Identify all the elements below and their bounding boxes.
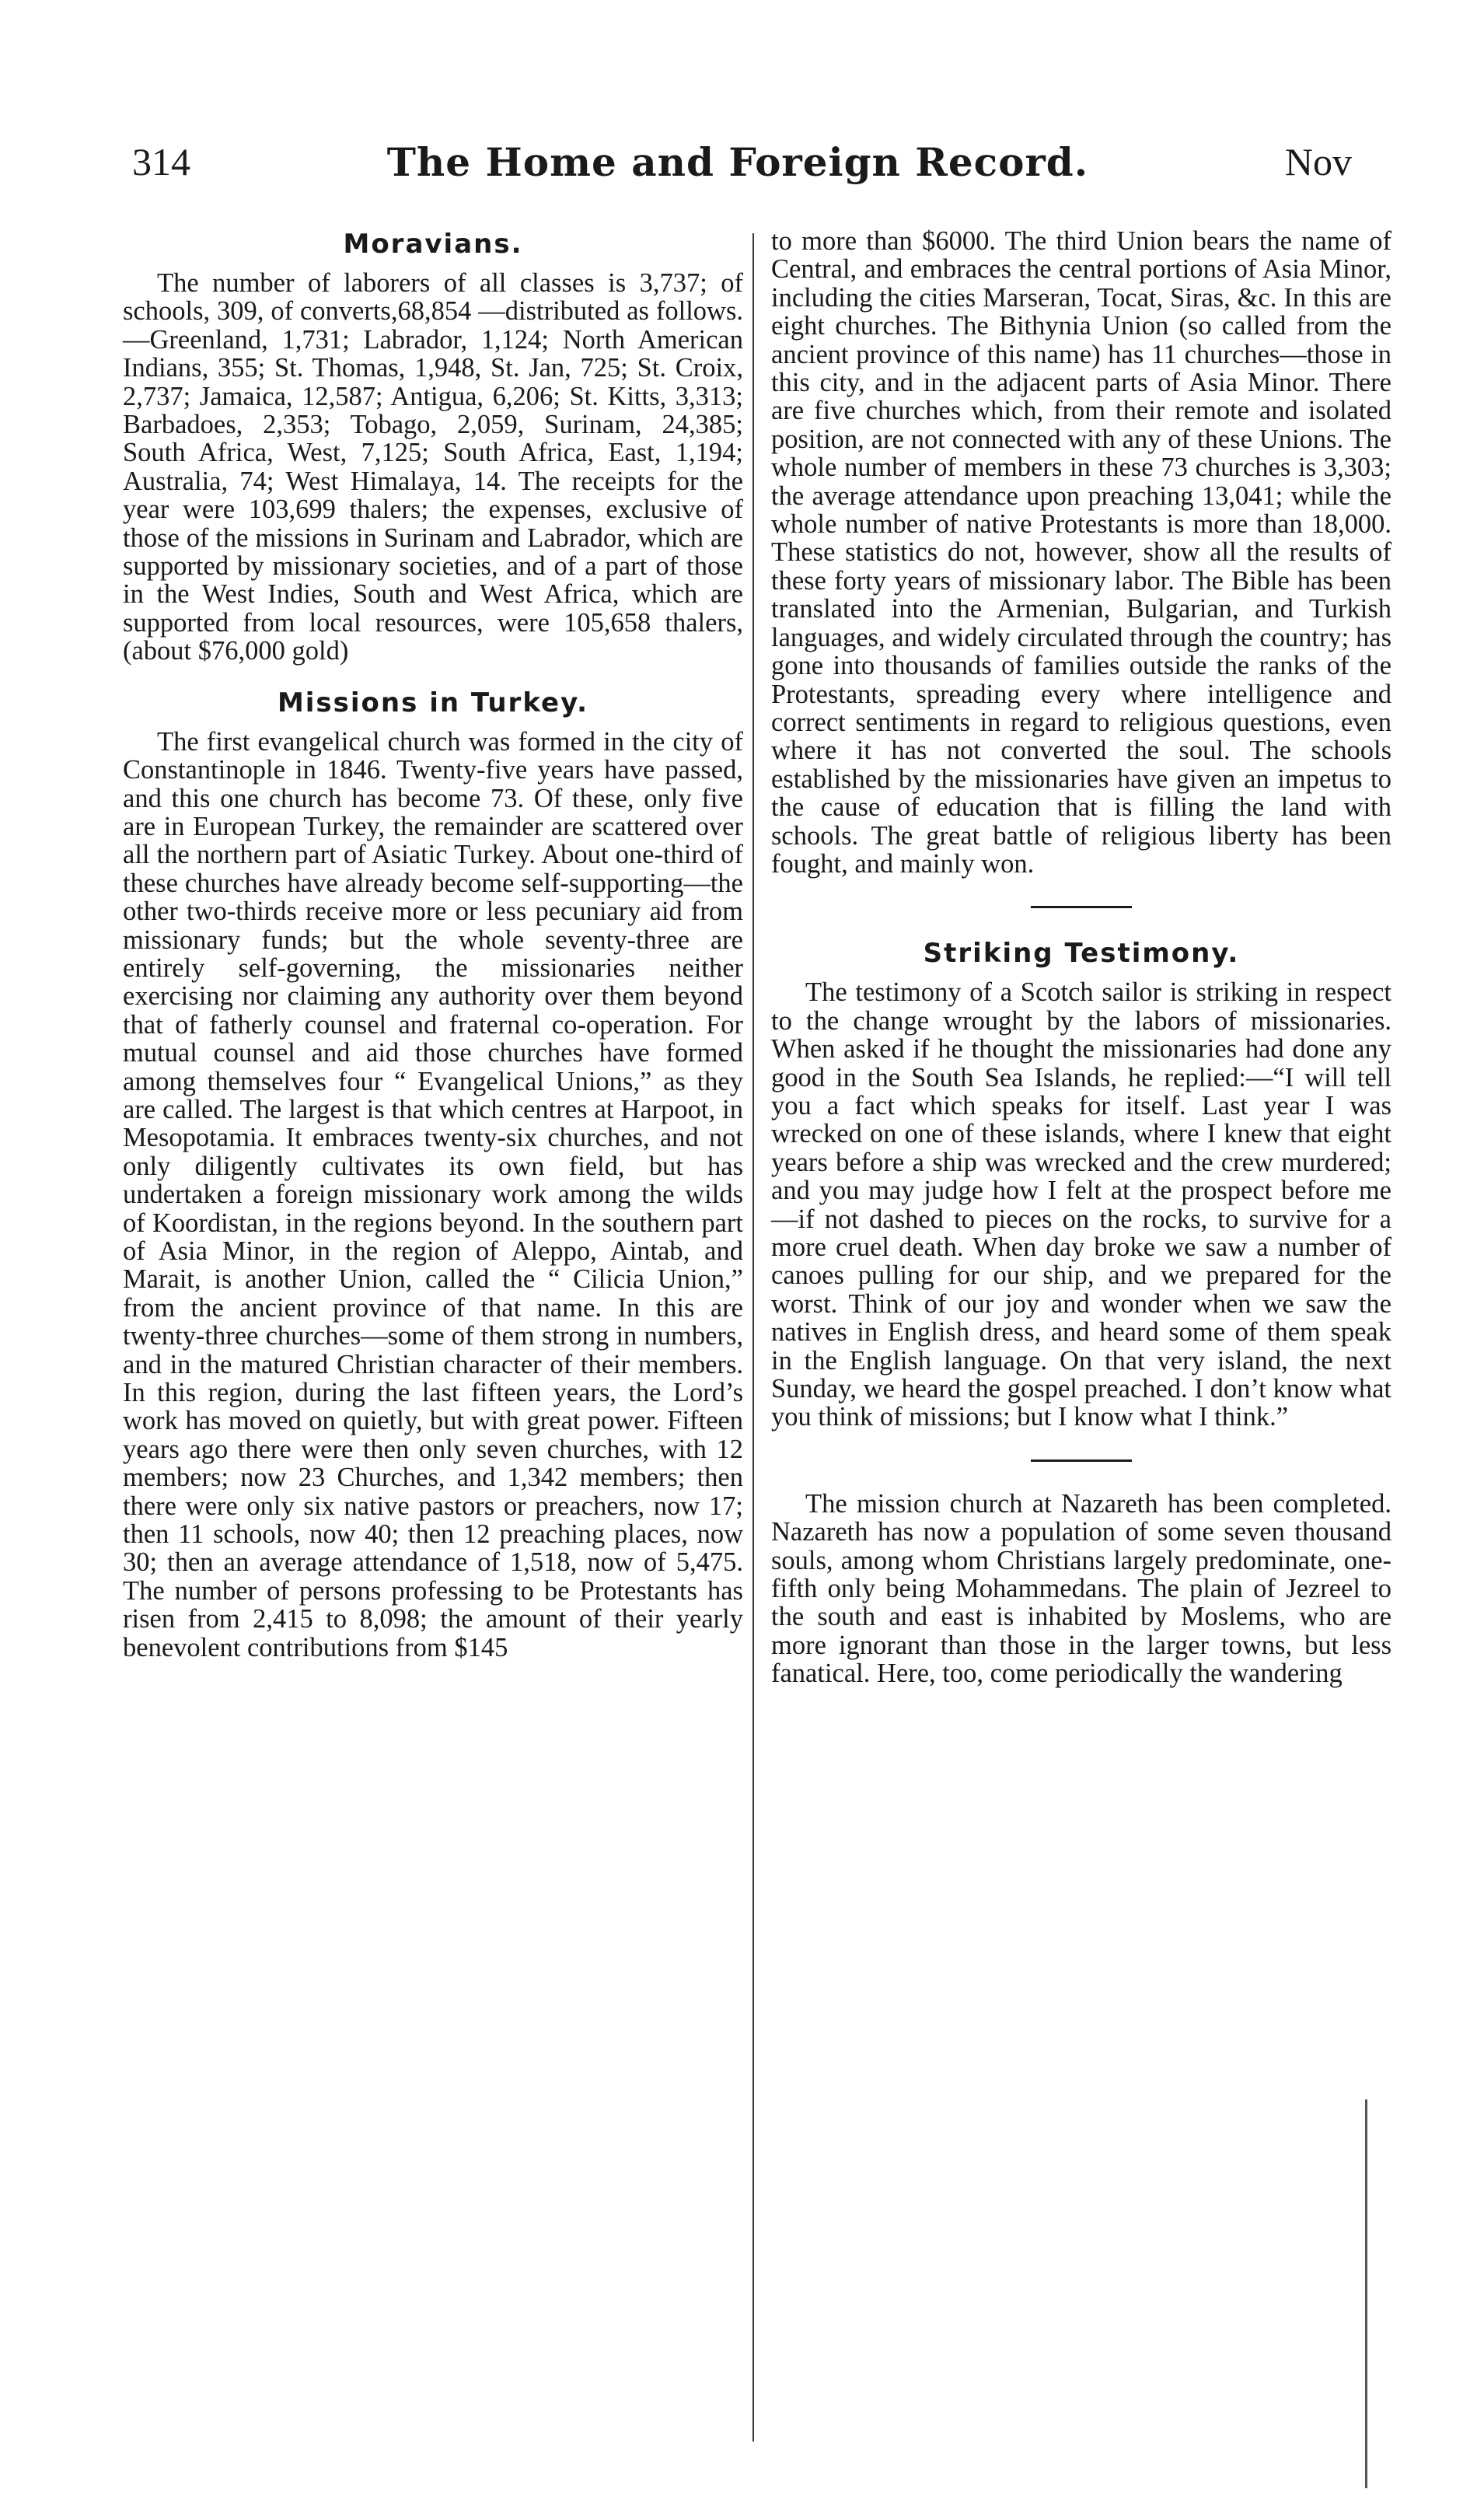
left-column [123,227,743,1662]
page-header [132,131,1352,193]
turkey-paragraph: The first evangelical church was formed in the city of Constantinople in 1846. Twenty-five years have passed, and this one church has become 73. Of these, only five are in European Turkey, the remainder are scattered over all the northern part of Asiatic Turkey. About one-third of these churches have already become self-supporting—the other two-thirds receive more or less pecuniary aid from missionary funds; but the whole seventy-three are entirely self-governing, the missionaries neither exercising nor claiming any authority over them beyond that of fatherly counsel and fraternal co-operation. For mutual counsel and aid those churches have formed among themselves four “ Evangelical Unions,” as they are called. The largest is that which centres at Harpoot, in Mesopotamia. It embraces twenty-six churches, and not only diligently cultivates its own field, but has undertaken a foreign missionary work among the wilds of Koordistan, in the regions beyond. In the southern part of Asia Minor, in the region of Aleppo, Aintab, and Marait, is another Union, called the “ Cilicia Union,” from the ancient province of that name. In this are twenty-three churches—some of them strong in numbers, and in the matured Christian character of their members. In this region, during the last fifteen years, the Lord’s work has moved on quietly, but with great power. Fifteen years ago there were then only seven churches, with 12 members; now 23 Churches, and 1,342 members; then there were only six native pastors or preachers, now 17; then 11 schools, now 40; then 12 preaching places, now 30; then an average attendance of 1,518, now of 5,475. The number of persons professing to be Protestants has risen from 2,415 to 8,098; the amount of their yearly benevolent contributions from $145 [123,726,743,1662]
section-divider [1031,906,1132,908]
right-column [771,227,1391,1688]
testimony-paragraph: The testimony of a Scotch sailor is striking in respect to the change wrought by the labors of missionaries. When asked if he thought the missionaries had done any good in the South Sea Islands, he replied:—“I will tell you a fact which speaks for itself. Last year I was wrecked on one of these islands, where I knew that eight years before a ship was wrecked and the crew murdered; and you may judge how I felt at the prospect before me—if not dashed to pieces on the rocks, to survive for a more cruel death. When day broke we saw a number of canoes pulling for our ship, and we prepared for the worst. Think of our joy and wonder when we saw the natives in English dress, and heard some of them speak in the English language. On that very island, the next Sunday, we heard the gospel preached. I don’t know what you think of missions; but I know what I think.” [771,977,1391,1432]
nazareth-paragraph: The mission church at Nazareth has been completed. Nazareth has now a population of some seven thousand souls, among whom Christians largely predominate, one-fifth only being Mohammedans. The plain of Jezreel to the south and east is inhabited by Moslems, who are more ignorant than those in the larger towns, but less fanatical. Here, too, come periodically the wandering [771,1488,1391,1689]
running-title: The Home and Foreign Record. [386,138,1089,185]
section-divider [1031,1459,1132,1462]
header-month: Nov [1284,140,1352,184]
page-edge-rule [1365,2099,1367,2488]
section-heading-striking-testimony: Striking Testimony. [923,938,1240,970]
moravians-paragraph: The number of laborers of all classes is 3,737; of schools, 309, of converts,68,854 —distributed as follows.—Greenland, 1,731; Labrador, 1,124; North American Indians, 355; St. Thomas, 1,948, St. Jan, 725; St. Croix, 2,737; Jamaica, 12,587; Antigua, 6,206; St. Kitts, 3,313; Barbadoes, 2,353; Tobago, 2,059, Surinam, 24,385; South Africa, West, 7,125; South Africa, East, 1,194; Australia, 74; West Himalaya, 14. The receipts for the year were 103,699 thalers; the expenses, exclusive of those of the missions in Surinam and Labrador, which are supported by missionary societies, and of a part of those in the West Indies, South and West Africa, which are supported from local resources, were 105,658 thalers, (about $76,000 gold) [123,268,743,666]
turkey-continued-paragraph: to more than $6000. The third Union bears the name of Central, and embraces the central portions of Asia Minor, including the cities Marseran, Tocat, Siras, &c. In this are eight churches. The Bithynia Union (so called from the ancient province of this name) has 11 churches—those in this city, and in the adjacent parts of Asia Minor. There are five churches which, from their remote and isolated position, are not connected with any of these Unions. The whole number of members in these 73 churches is 3,303; the average attendance upon preaching 13,041; while the whole number of native Protestants is more than 18,000. These statistics do not, however, show all the results of these forty years of missionary labor. The Bible has been translated into the Armenian, Bulgarian, and Turkish languages, and widely circulated through the country; has gone into thousands of families outside the ranks of the Protestants, spreading every where intelligence and correct sentiments in regard to religious questions, even where it has not converted the soul. The schools established by the missionaries have given an impetus to the cause of education that is filling the land with schools. The great battle of religious liberty has been fought, and mainly won. [771,226,1391,879]
section-heading-missions-in-turkey: Missions in Turkey. [277,687,589,718]
section-heading-moravians: Moravians. [343,229,523,260]
page-number: 314 [132,140,190,184]
column-divider-rule [752,233,754,2442]
